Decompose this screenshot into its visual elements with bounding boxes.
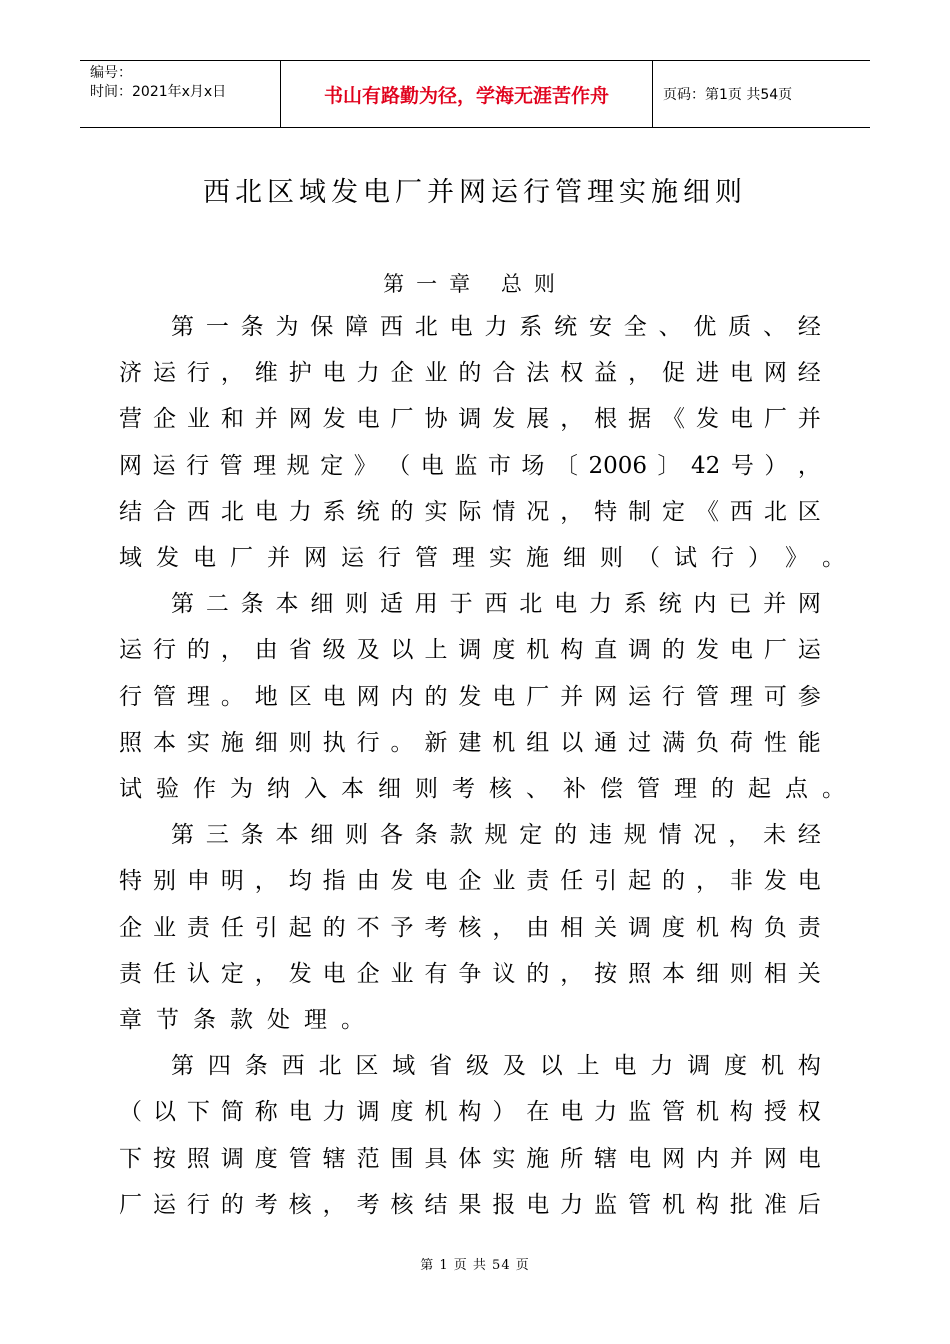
body-line: 域 发 电 厂 并 网 运 行 管 理 实 施 细 则 （ 试 行 ） 》 。 (119, 545, 845, 571)
body-line: 责 任 认 定 ， 发 电 企 业 有 争 议 的 ， 按 照 本 细 则 相 关 (119, 960, 821, 987)
body-line: （ 以 下 简 称 电 力 调 度 机 构 ） 在 电 力 监 管 机 构 授 权 (119, 1099, 821, 1126)
body-line: 运 行 的 ， 由 省 级 及 以 上 调 度 机 构 直 调 的 发 电 厂 运 (119, 637, 821, 664)
body-line: 网 运 行 管 理 规 定 》 （ 电 监 市 场 〔 2006 〕 42 号 ） ， (119, 452, 821, 479)
body-line: 行 管 理 。 地 区 电 网 内 的 发 电 厂 并 网 运 行 管 理 可 参 (119, 683, 821, 710)
chapter-heading-text: 第一章 总则 (383, 272, 567, 296)
body-line: 第 三 条 本 细 则 各 条 款 规 定 的 违 规 情 况 ， 未 经 (171, 822, 821, 849)
number-label: 编号： (90, 65, 132, 81)
body-line: 企 业 责 任 引 起 的 不 予 考 核 ， 由 相 关 调 度 机 构 负 责 (119, 914, 821, 941)
document-header (80, 60, 870, 128)
header-motto: 书山有路勤为径，学海无涯苦作舟 (323, 84, 609, 107)
body-line: 营 企 业 和 并 网 发 电 厂 协 调 发 展 ， 根 据 《 发 电 厂 并 (119, 406, 821, 433)
body-line: 第 一 条 为 保 障 西 北 电 力 系 统 安 全 、 优 质 、 经 (171, 314, 821, 340)
body-line: 下 按 照 调 度 管 辖 范 围 具 体 实 施 所 辖 电 网 内 并 网 电 (119, 1145, 821, 1172)
time-label: 时间：2021年x月x日 (90, 84, 227, 100)
body-line: 特 别 申 明 ， 均 指 由 发 电 企 业 责 任 引 起 的 ， 非 发 电 (119, 868, 821, 895)
header-meta (80, 61, 280, 127)
chapter-heading (0, 268, 950, 298)
body-line: 第 四 条 西 北 区 域 省 级 及 以 上 电 力 调 度 机 构 (171, 1053, 821, 1080)
body-line: 济 运 行 ， 维 护 电 力 企 业 的 合 法 权 益 ， 促 进 电 网 经 (119, 360, 821, 387)
body-line: 章 节 条 款 处 理 。 (119, 1007, 364, 1033)
header-page-info: 页码：第1页 共54页 (663, 87, 793, 103)
document-title: 西北区域发电厂并网运行管理实施细则 (203, 177, 747, 208)
page-footer: 第 1 页 共 54 页 (420, 1258, 530, 1273)
body-line: 试 验 作 为 纳 入 本 细 则 考 核 、 补 偿 管 理 的 起 点 。 (119, 776, 845, 802)
body-line: 第 二 条 本 细 则 适 用 于 西 北 电 力 系 统 内 已 并 网 (171, 591, 821, 618)
body-line: 厂 运 行 的 考 核 ， 考 核 结 果 报 电 力 监 管 机 构 批 准 后 (119, 1191, 821, 1218)
body-line: 照 本 实 施 细 则 执 行 。 新 建 机 组 以 通 过 满 负 荷 性 能 (119, 729, 821, 756)
body-line: 结 合 西 北 电 力 系 统 的 实 际 情 况 ， 特 制 定 《 西 北 区 (119, 498, 821, 525)
